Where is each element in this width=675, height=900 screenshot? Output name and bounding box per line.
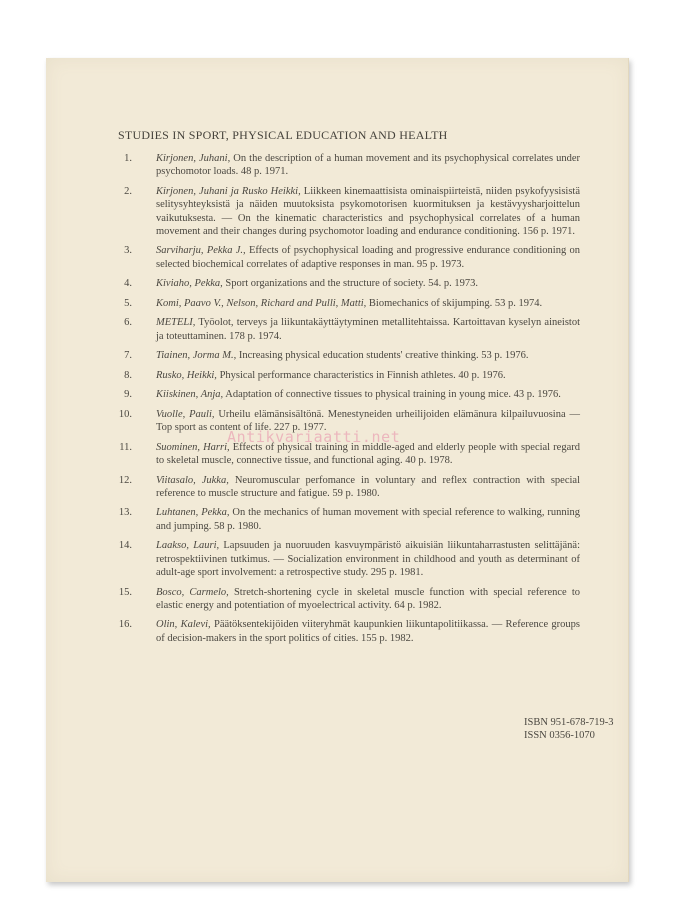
isbn-block [524, 716, 614, 742]
book-back-cover [46, 58, 629, 882]
entry-author: Olin, Kalevi, [156, 619, 211, 631]
entry-description: On the mechanics of human movement with special reference to walking, running and jumping. 58 p. 1980. [156, 507, 581, 532]
entry-author: Luhtanen, Pekka, [156, 507, 230, 519]
entry-description: Sport organizations and the structure of society. 54. p. 1973. [222, 278, 478, 290]
list-item [118, 244, 580, 271]
list-item [118, 349, 580, 362]
entry-number: 2. [124, 185, 132, 197]
entry-number: 4. [124, 278, 132, 290]
entry-description: Lapsuuden ja nuoruuden kasvuympäristö aikuisiän liikuntaharrastusten selittäjänä: retrospektiivinen tutkimus. — Socialization environment in childhood and youth as determinant of adult-age sport involvement: a retrospective study. 295 p. 1981. [156, 540, 580, 579]
list-item [118, 316, 580, 343]
entry-description: Stretch-shortening cycle in skeletal muscle function with special reference to elastic energy and potentiation of myoelectrical activity. 64 p. 1982. [156, 586, 580, 611]
entry-author: Laakso, Lauri, [156, 540, 220, 552]
isbn-number: ISBN 951-678-719-3 [524, 717, 614, 728]
entry-author: Kirjonen, Juhani, [156, 153, 231, 164]
entry-number: 12. [118, 474, 132, 486]
entry-number: 3. [124, 245, 132, 257]
watermark-text: Antikvariaatti.net [227, 428, 401, 446]
entry-number: 6. [124, 317, 132, 329]
entry-author: Viitasalo, Jukka, [156, 474, 229, 486]
list-item [118, 152, 580, 179]
entry-number: 16. [118, 619, 132, 631]
entry-description: Liikkeen kinemaattisista ominaispiirteistä, niiden psykofyysisistä selitysyhteyksistä ja näiden muutoksista psykomotorisen kuormituksen ja kestävyysharjoittelun vaikutuksesta. — On the kinematic characteristics and psychophysical correlates of a human movement and their changes during psychomotor loading and endurance conditioning. 156 p. 1971. [156, 185, 581, 237]
entry-number: 7. [124, 350, 132, 362]
entry-number: 13. [118, 507, 132, 519]
series-title: STUDIES IN SPORT, PHYSICAL EDUCATION AND HEALTH [118, 128, 448, 142]
entry-number: 1. [124, 153, 132, 164]
entry-description: Increasing physical education students' creative thinking. 53 p. 1976. [236, 350, 529, 362]
entry-author: Vuolle, Pauli, [156, 408, 215, 420]
entry-description: Adaptation of connective tissues to physical training in young mice. 43 p. 1976. [223, 389, 561, 401]
list-item [118, 506, 580, 533]
list-item [118, 277, 580, 290]
entry-author: Suominen, Harri, [156, 441, 230, 453]
cover-text-block [118, 128, 580, 651]
entry-author: Bosco, Carmelo, [156, 586, 229, 598]
list-item [118, 441, 580, 468]
list-item [118, 618, 580, 645]
entry-number: 8. [124, 369, 132, 381]
list-item [118, 369, 580, 382]
list-item [118, 408, 580, 435]
entry-number: 5. [124, 297, 132, 309]
entry-author: Sarviharju, Pekka J., [156, 245, 246, 257]
entry-author: METELI, [156, 317, 196, 329]
issn-number: ISSN 0356-1070 [524, 730, 595, 741]
entry-number: 11. [119, 441, 132, 453]
entry-author: Tiainen, Jorma M., [156, 350, 237, 362]
list-item [118, 185, 580, 238]
entry-description: Physical performance characteristics in Finnish athletes. 40 p. 1976. [216, 369, 506, 381]
entry-number: 15. [118, 586, 132, 598]
list-item [118, 297, 580, 310]
entry-description: On the description of a human movement and its psychophysical correlates under psychomotor loads. 48 p. 1971. [156, 153, 580, 178]
entry-description: Effects of physical training in middle-aged and elderly people with special regard to skeletal muscle, connective tissue, and functional aging. 40 p. 1978. [156, 441, 580, 467]
entry-author: Kirjonen, Juhani ja Rusko Heikki, [156, 185, 301, 197]
list-item [118, 388, 580, 401]
entry-description: Effects of psychophysical loading and progressive endurance conditioning on selected biochemical correlates of adaptive responses in man. 95 p. 1973. [156, 245, 580, 270]
entry-description: Urheilu elämänsisältönä. Menestyneiden urheilijoiden elämänura kilpailuvuosina — Top sport as content of life. 227 p. 1977. [156, 408, 580, 434]
list-item [118, 474, 580, 501]
entry-author: Kiiskinen, Anja, [156, 389, 224, 401]
entry-number: 10. [118, 408, 132, 420]
entry-description: Päätöksentekijöiden viiteryhmät kaupunkien liikuntapolitiikassa. — Reference groups of decision-makers in the sport politics of cities. 155 p. 1982. [156, 619, 581, 644]
entry-author: Komi, Paavo V., Nelson, Richard and Pulli, Matti, [156, 297, 367, 309]
list-item [118, 539, 580, 579]
entry-description: Neuromuscular perfomance in voluntary and reflex contraction with special reference to muscle structure and fatigue. 59 p. 1980. [156, 474, 580, 499]
entry-author: Kiviaho, Pekka, [156, 278, 223, 290]
list-item [118, 586, 580, 613]
entry-author: Rusko, Heikki, [156, 369, 217, 381]
entry-number: 14. [118, 540, 132, 552]
entry-number: 9. [124, 389, 132, 401]
publication-list [118, 152, 580, 645]
entry-description: Työolot, terveys ja liikuntakäyttäytyminen metallitehtaissa. Kartoittavan kyselyn aineistot ja toteuttaminen. 178 p. 1974. [156, 317, 580, 342]
entry-description: Biomechanics of skijumping. 53 p. 1974. [366, 297, 543, 309]
